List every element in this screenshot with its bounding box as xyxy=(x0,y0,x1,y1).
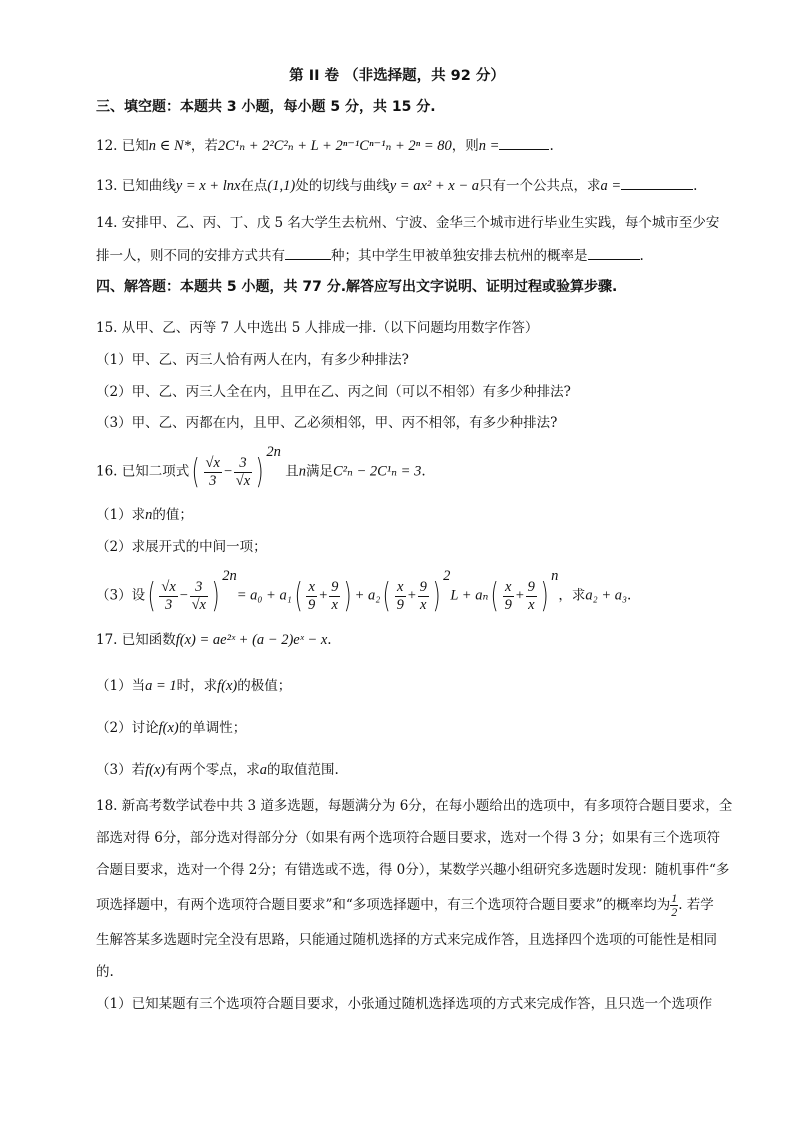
question-15-part-1: （1）甲、乙、丙三人恰有两人在内，有多少种排法? xyxy=(96,352,409,368)
question-12: 12. 已知n ∈ N*，若2C¹ₙ + 2²C²ₙ + L + 2ⁿ⁻¹Cⁿ⁻¹ₙ + 2ⁿ = 80，则n = . xyxy=(96,135,554,156)
question-18-line-4: 项选择题中，有两个选项符合题目要求”和“多项选择题中，有三个选项符合题目要求”的概率均为 $\frac{1}{2}$ . 若学 xyxy=(96,891,714,919)
question-17-part-1: （1）当a = 1时，求f(x)的极值； xyxy=(96,678,292,694)
question-18-line-1: 18. 新高考数学试卷中共 3 道多选题，每题满分为 6分，在每小题给出的选项中，有多项符合题目要求，全 xyxy=(96,798,733,814)
section-solutions: 四、解答题：本题共 5 小题，共 77 分.解答应写出文字说明、证明过程或验算步骤. xyxy=(96,279,618,295)
question-18-line-5: 生解答某多选题时完全没有思路，只能通过随机选择的方式来完成作答，且选择四个选项的可能性是相同 xyxy=(96,932,717,948)
question-13: 13. 已知曲线y = x + lnx在点(1,1)处的切线与曲线y = ax² + x − a只有一个公共点，求a = . xyxy=(96,175,697,196)
question-18-line-2: 部选对得 6分，部分选对得部分分（如果有两个选项符合题目要求，选对一个得 3 分；如果有三个选项符 xyxy=(96,830,721,846)
question-16: 16. 已知二项式( $\frac{√x}{3}$ − $\frac{3}{√x}$ ) $^{2n}$ 且n满足C²ₙ − 2C¹ₙ = 3. xyxy=(96,444,426,492)
answer-blank[interactable] xyxy=(621,175,693,190)
question-16-part-2: （2）求展开式的中间一项； xyxy=(96,539,267,555)
question-16-part-1: （1）求n的值； xyxy=(96,507,193,523)
question-14-line-1: 14. 安排甲、乙、丙、丁、戊 5 名大学生去杭州、宁波、金华三个城市进行毕业生实践，每个城市至少安 xyxy=(96,215,720,231)
question-18-line-3: 合题目要求，选对一个得 2分；有错选或不选，得 0分），某数学兴趣小组研究多选题时发现：随机事件“多 xyxy=(96,862,730,878)
question-15: 15. 从甲、乙、丙等 7 人中选出 5 人排成一排.（以下问题均用数字作答） xyxy=(96,320,539,336)
question-14-line-2: 排一人，则不同的安排方式共有 种；其中学生甲被单独安排去杭州的概率是 . xyxy=(96,245,644,266)
section-fill-in: 三、填空题：本题共 3 小题，每小题 5 分，共 15 分. xyxy=(96,99,436,115)
answer-blank[interactable] xyxy=(588,245,640,260)
question-18-line-6: 的. xyxy=(96,964,114,980)
answer-blank[interactable] xyxy=(285,245,331,260)
question-17-part-3: （3）若f(x)有两个零点，求a的取值范围. xyxy=(96,762,339,778)
question-17-part-2: （2）讨论f(x)的单调性； xyxy=(96,720,247,736)
question-18-part-1: （1）已知某题有三个选项符合题目要求，小张通过随机选择选项的方式来完成作答，且只选一个选项作 xyxy=(96,996,713,1012)
answer-blank[interactable] xyxy=(499,135,549,150)
question-17: 17. 已知函数f(x) = ae²ˣ + (a − 2)eˣ − x. xyxy=(96,632,332,648)
question-15-part-3: （3）甲、乙、丙都在内，且甲、乙必须相邻，甲、丙不相邻，有多少种排法? xyxy=(96,415,558,431)
question-16-part-3: （3）设( $\frac{√x}{3}$ − $\frac{3}{√x}$ ) $^{2n}$= a₀ + a₁( $\frac{x}{9}$ + $\frac{9}{x}$ ) + a₂( $\frac{x}{9}$ + $\frac{9}{x}$ ) $^2$L + aₙ( $\frac{x}{9}$ + $\frac{9}{x}$ ) $^n$，求a₂ + a₃. xyxy=(96,568,632,616)
page-title: 第 II 卷 （非选择题，共 92 分） xyxy=(289,68,505,84)
question-15-part-2: （2）甲、乙、丙三人全在内，且甲在乙、丙之间（可以不相邻）有多少种排法? xyxy=(96,384,571,400)
